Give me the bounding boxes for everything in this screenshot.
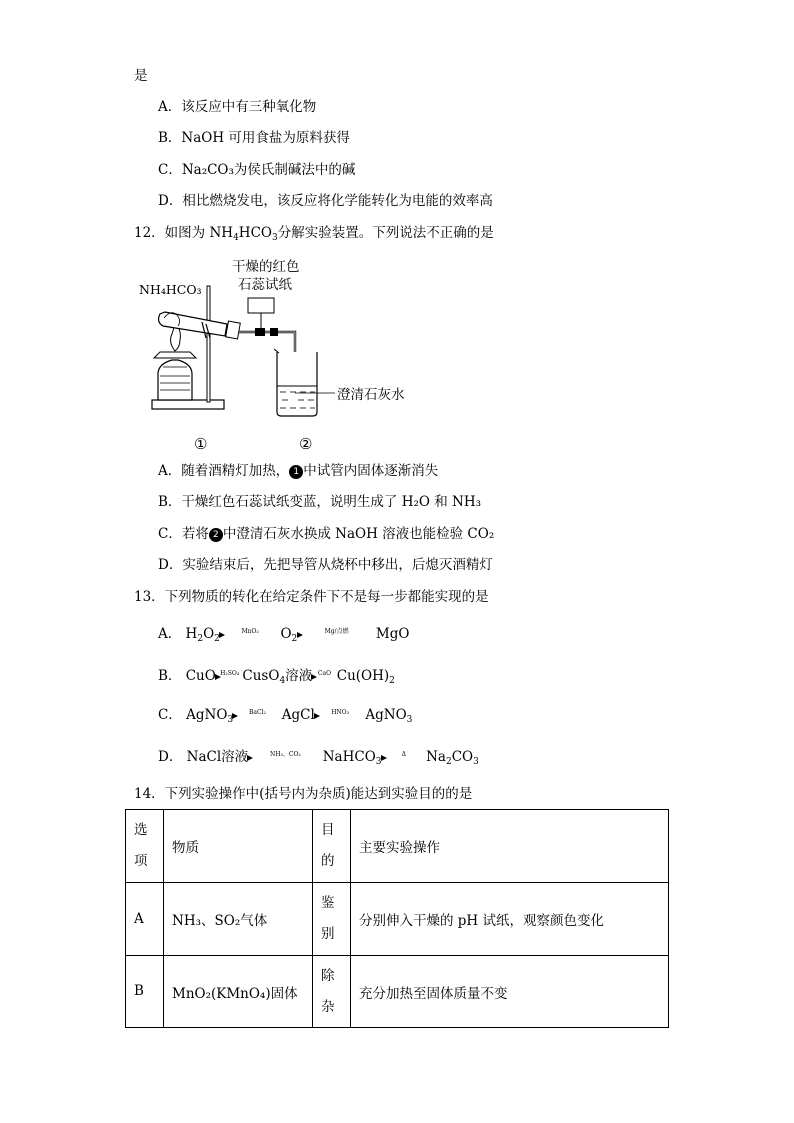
q12-label-limewater: 澄清石灰水 [337,387,405,403]
q13-option-b: B． CuO H₂SO₄ CusO$_4$溶液 CaO $Cu(OH)_2$ [158,668,395,686]
row-operation: 分别伸入干燥的 pH 试纸，观察颜色变化 [351,883,669,956]
q13-option-c: C． AgNO$_3$ BaCl₂ AgCl HNO₃ AgNO$_3$ [158,707,413,725]
row-option: B [126,956,164,1028]
q12-label-apparatus-1: ① [194,435,208,453]
table-row [126,883,669,956]
q11-option-d: D．相比燃烧发电，该反应将化学能转化为电能的效率高 [158,193,493,209]
table-row [126,956,669,1028]
circled-one-icon: 1 [289,465,303,479]
q12-option-a: A．随着酒精灯加热， 1 中试管内固体逐渐消失 [158,463,439,479]
table-header-row [126,810,669,883]
header-option: 选项 [126,810,164,883]
row-purpose: 除杂 [313,956,351,1028]
q14-table [125,809,669,1028]
q12-option-b: B．干燥红色石蕊试纸变蓝，说明生成了 H₂O 和 NH₃ [158,494,482,510]
row-purpose: 鉴别 [313,883,351,956]
header-operation: 主要实验操作 [351,810,669,883]
q11-stem-tail: 是 [134,68,148,84]
q12-label-apparatus-2: ② [299,435,313,453]
row-operation: 充分加热至固体质量不变 [351,956,669,1028]
q12-label-paper-2: 石蕊试纸 [238,277,292,293]
row-option: A [126,883,164,956]
q12-label-reagent: NH₄HCO₃ [139,282,202,297]
q12-option-c: C．若将 2 中澄清石灰水换成 NaOH 溶液也能检验 CO₂ [158,526,495,542]
q12-label-paper-1: 干燥的红色 [232,259,300,275]
q13-stem: 13．下列物质的转化在给定条件下不是每一步都能实现的是 [134,589,489,605]
q11-option-b: B．NaOH 可用食盐为原料获得 [158,130,350,146]
q13-option-d: D． NaCl溶液 NH₃、CO₂ NaHCO$_3$ Δ $Na_2CO_3$ [158,749,479,767]
q12-option-d: D．实验结束后，先把导管从烧杯中移出，后熄灭酒精灯 [158,557,493,573]
q11-option-a: A．该反应中有三种氧化物 [158,99,317,115]
header-purpose: 目的 [313,810,351,883]
row-substance: NH₃、SO₂气体 [164,883,313,956]
header-substance: 物质 [164,810,313,883]
q12-stem: 12．如图为 $NH_4HCO_3$分解实验装置。下列说法不正确的是 [134,225,494,243]
row-substance: MnO₂(KMnO₄)固体 [164,956,313,1028]
circled-two-icon: 2 [209,528,223,542]
q11-option-c: C．Na₂CO₃为侯氏制碱法中的碱 [158,162,356,178]
q14-stem: 14．下列实验操作中(括号内为杂质)能达到实验目的的是 [134,786,473,802]
q13-option-a: A． $H_2O_2$ MnO₂ $O_2$ Mg/点燃 MgO [158,626,410,644]
